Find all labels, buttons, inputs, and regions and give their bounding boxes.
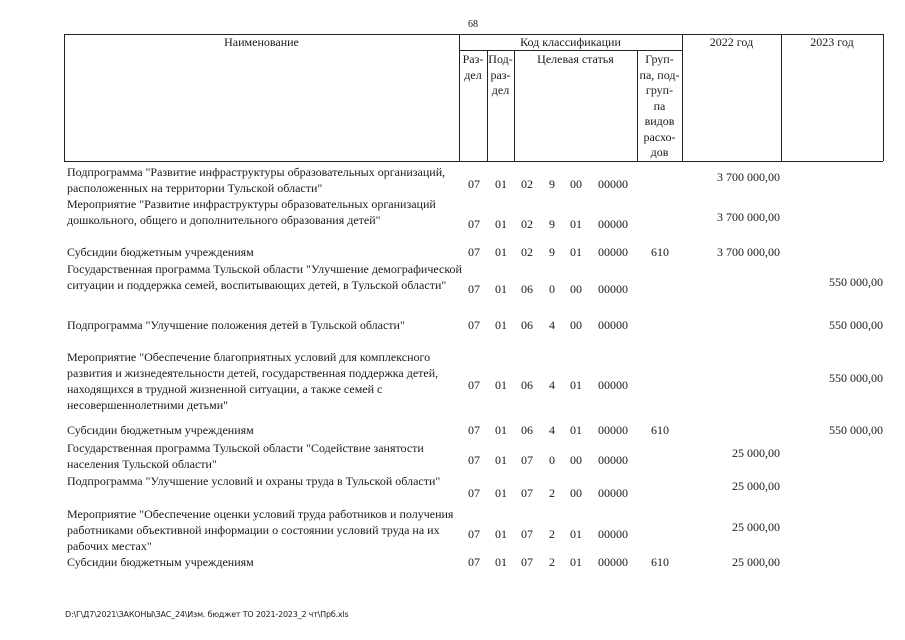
row-cell-c4: 00000	[598, 282, 628, 296]
row-cell-y2022: 3 700 000,00	[717, 245, 780, 259]
row-cell-c2: 4	[549, 378, 555, 392]
row-cell-y2023: 550 000,00	[829, 423, 883, 437]
header-section-line: дел	[464, 67, 482, 82]
row-cell-y2023: 550 000,00	[829, 318, 883, 332]
header-right-border	[883, 34, 884, 161]
row-name: Субсидии бюджетным учреждениям	[67, 555, 254, 569]
row-cell-pr: 01	[495, 486, 507, 500]
row-name: Мероприятие "Развитие инфраструктуры образовательных организаций дошкольного, общего и дополнительного образования детей"	[67, 197, 436, 227]
row-cell-rz: 07	[468, 245, 480, 259]
row-name: Субсидии бюджетным учреждениям	[67, 245, 254, 259]
row-cell-y2022: 3 700 000,00	[717, 210, 780, 224]
header-group-line: Груп-	[645, 52, 674, 66]
header-group-line: па	[653, 98, 666, 113]
row-cell-pr: 01	[495, 217, 507, 231]
row-name: Государственная программа Тульской области "Содействие занятости населения Тульской области"	[67, 441, 424, 471]
row-cell-c1: 07	[521, 555, 533, 569]
row-cell-c1: 02	[521, 177, 533, 191]
row-cell-rz: 07	[468, 378, 480, 392]
row-cell-c2: 2	[549, 486, 555, 500]
row-cell-pr: 01	[495, 282, 507, 296]
row-cell-c2: 2	[549, 527, 555, 541]
header-col-divider	[682, 34, 683, 161]
row-cell-c3: 00	[570, 486, 582, 500]
row-cell-rz: 07	[468, 318, 480, 332]
row-cell-c2: 2	[549, 555, 555, 569]
row-cell-y2023: 550 000,00	[829, 371, 883, 385]
row-cell-pr: 01	[495, 453, 507, 467]
row-cell-c1: 06	[521, 282, 533, 296]
header-bottom-border	[64, 161, 883, 162]
header-subsection-line: дел	[491, 83, 510, 97]
row-name: Мероприятие "Обеспечение оценки условий труда работников и получения работниками объективной информации о состоянии условий труда на их рабочих местах"	[67, 507, 454, 553]
row-cell-pr: 01	[495, 177, 507, 191]
row-cell-c4: 00000	[598, 555, 628, 569]
row-cell-c4: 00000	[598, 245, 628, 259]
row-cell-c4: 00000	[598, 378, 628, 392]
header-subsection-line: раз-	[490, 67, 511, 82]
header-code: Код классификации	[520, 35, 621, 49]
row-cell-c1: 07	[521, 453, 533, 467]
header-group-line: расхо-	[643, 129, 676, 144]
row-cell-c3: 00	[570, 282, 582, 296]
row-cell-c1: 07	[521, 486, 533, 500]
row-cell-c3: 00	[570, 318, 582, 332]
row-cell-rz: 07	[468, 423, 480, 437]
row-cell-c4: 00000	[598, 177, 628, 191]
row-cell-c4: 00000	[598, 423, 628, 437]
header-subsection-line: Под-	[488, 52, 513, 66]
row-cell-pr: 01	[495, 245, 507, 259]
page-number: 68	[468, 19, 478, 30]
header-left-border	[64, 34, 65, 161]
file-path-footer: D:\Г\Д7\2021\ЗАКОНЫ\ЗАС_24\Изм. бюджет ТО 2021-2023_2 чт\Прб.xls	[65, 610, 349, 619]
row-cell-c4: 00000	[598, 453, 628, 467]
row-cell-pr: 01	[495, 423, 507, 437]
row-cell-vr: 610	[651, 555, 669, 569]
header-col-divider	[781, 34, 782, 161]
header-section-line: Раз-	[462, 52, 484, 66]
row-name: Субсидии бюджетным учреждениям	[67, 423, 254, 437]
header-section	[459, 52, 487, 83]
row-cell-c4: 00000	[598, 486, 628, 500]
row-cell-c2: 9	[549, 217, 555, 231]
row-cell-c4: 00000	[598, 318, 628, 332]
row-cell-c4: 00000	[598, 527, 628, 541]
row-cell-rz: 07	[468, 453, 480, 467]
row-cell-c2: 4	[549, 318, 555, 332]
row-cell-c3: 00	[570, 453, 582, 467]
header-group-line: груп-	[645, 83, 674, 97]
row-cell-rz: 07	[468, 486, 480, 500]
header-group-line: па, под-	[639, 67, 680, 82]
row-cell-c3: 00	[570, 177, 582, 191]
row-cell-c3: 01	[570, 245, 582, 259]
row-cell-pr: 01	[495, 555, 507, 569]
header-year-2022: 2022 год	[709, 35, 754, 49]
row-name: Подпрограмма "Улучшение положения детей в Тульской области"	[67, 318, 405, 332]
header-target-article: Целевая статья	[537, 52, 614, 66]
row-cell-c1: 07	[521, 527, 533, 541]
row-cell-c1: 02	[521, 217, 533, 231]
row-cell-c1: 06	[521, 318, 533, 332]
row-name: Подпрограмма "Развитие инфраструктуры образовательных организаций, расположенных на территории Тульской области"	[67, 165, 446, 195]
row-name: Государственная программа Тульской области "Улучшение демографической ситуации и поддержка семей, воспитывающих детей, в Тульской области"	[67, 262, 462, 292]
row-cell-y2022: 25 000,00	[732, 555, 780, 569]
row-cell-rz: 07	[468, 282, 480, 296]
row-cell-y2023: 550 000,00	[829, 275, 883, 289]
row-cell-c3: 01	[570, 555, 582, 569]
row-name: Подпрограмма "Улучшение условий и охраны труда в Тульской области"	[67, 474, 441, 488]
row-cell-rz: 07	[468, 555, 480, 569]
row-cell-pr: 01	[495, 318, 507, 332]
row-cell-c1: 02	[521, 245, 533, 259]
header-group-line: видов	[644, 114, 675, 128]
row-cell-y2022: 25 000,00	[732, 479, 780, 493]
row-cell-pr: 01	[495, 527, 507, 541]
row-cell-c3: 01	[570, 378, 582, 392]
header-year-2023: 2023 год	[810, 35, 854, 49]
header-group	[637, 52, 682, 161]
row-cell-c1: 06	[521, 423, 533, 437]
row-cell-rz: 07	[468, 177, 480, 191]
row-cell-c3: 01	[570, 217, 582, 231]
row-cell-c3: 01	[570, 527, 582, 541]
row-cell-y2022: 25 000,00	[732, 446, 780, 460]
row-cell-vr: 610	[651, 423, 669, 437]
row-cell-y2022: 3 700 000,00	[717, 170, 780, 184]
row-cell-c2: 9	[549, 245, 555, 259]
row-cell-vr: 610	[651, 245, 669, 259]
header-subsection	[487, 52, 514, 99]
row-cell-c2: 4	[549, 423, 555, 437]
row-cell-rz: 07	[468, 217, 480, 231]
row-cell-c3: 01	[570, 423, 582, 437]
row-cell-rz: 07	[468, 527, 480, 541]
row-cell-c2: 0	[549, 282, 555, 296]
row-cell-pr: 01	[495, 378, 507, 392]
row-cell-c2: 0	[549, 453, 555, 467]
row-cell-c4: 00000	[598, 217, 628, 231]
header-name: Наименование	[224, 35, 299, 49]
row-cell-c2: 9	[549, 177, 555, 191]
row-cell-c1: 06	[521, 378, 533, 392]
row-name: Мероприятие "Обеспечение благоприятных условий для комплексного развития и жизнедеятельности детей, государственная поддержка детей, находящихся в трудной жизненной ситуации, а также семей с несовершеннолетними детьми"	[67, 350, 439, 412]
row-cell-y2022: 25 000,00	[732, 520, 780, 534]
header-group-line: дов	[650, 145, 669, 159]
